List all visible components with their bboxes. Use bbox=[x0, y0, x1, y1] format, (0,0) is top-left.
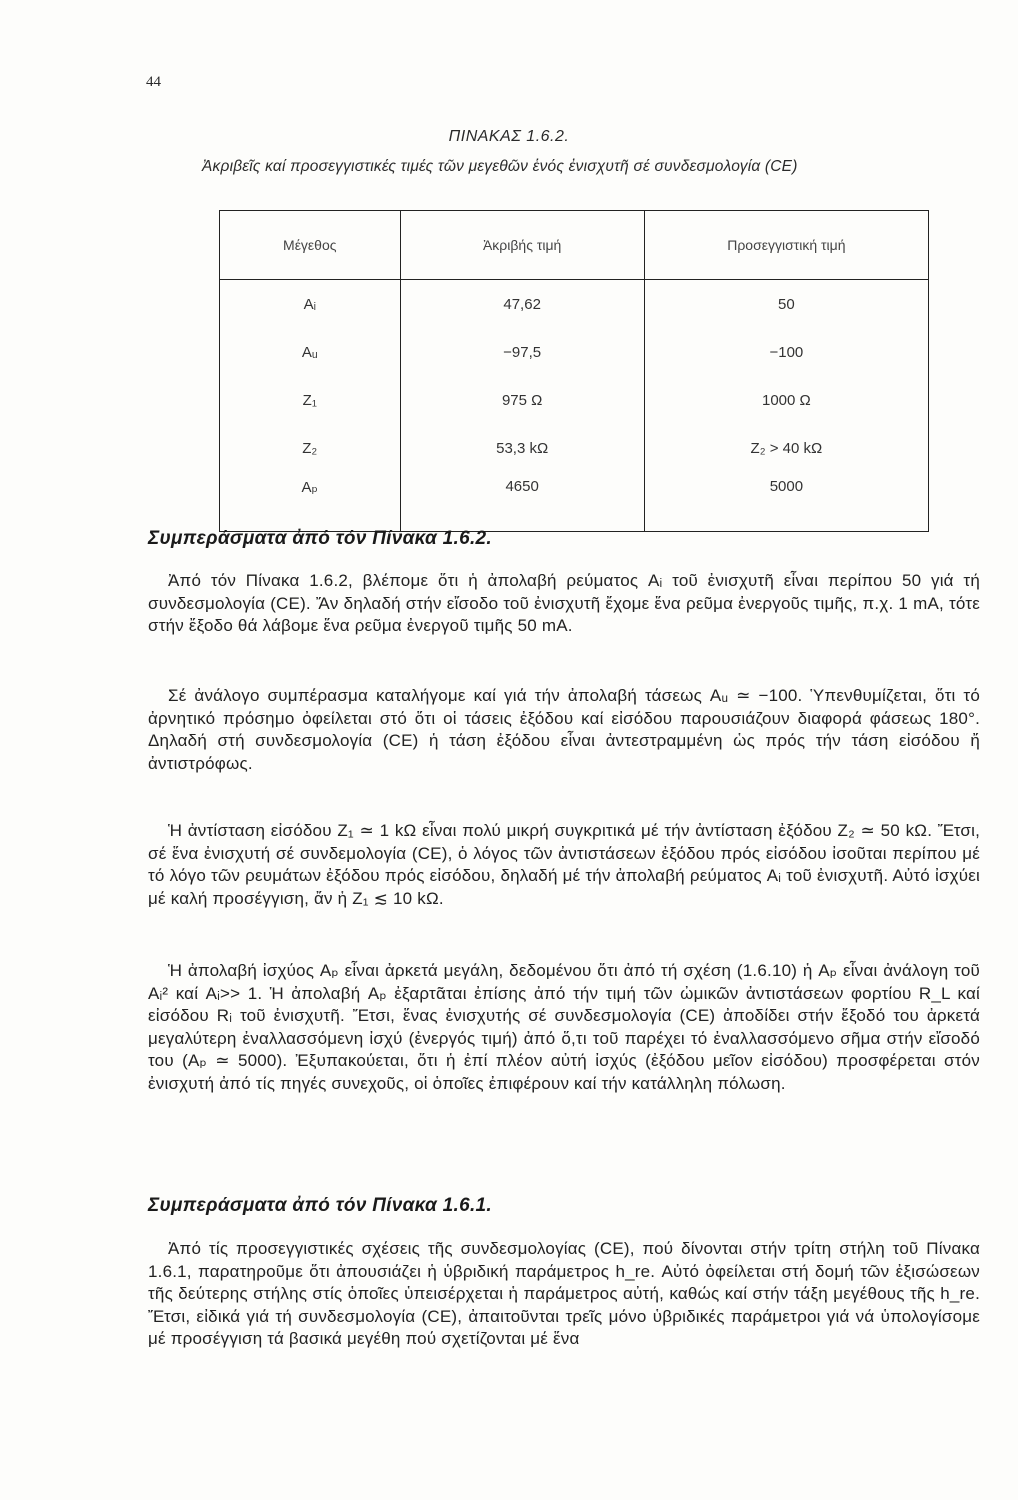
table-cell: Aᵤ bbox=[220, 328, 401, 376]
section-heading-table-1-6-1: Συμπεράσματα ἀπό τόν Πίνακα 1.6.1. bbox=[148, 1195, 492, 1216]
table-cell: 53,3 kΩ bbox=[400, 424, 644, 472]
paragraph: Ἡ ἀντίσταση εἰσόδου Z₁ ≃ 1 kΩ εἶναι πολύ μικρή συγκριτικά μέ τήν ἀντίσταση ἐξόδου Z₂ ≃ 50 kΩ. Ἔτσι, σέ ἕνα ἐνισχυτή σέ συνδεμολογία (CE), ὁ λόγος τῶν ἀντιστάσεων ἐξόδου πρός εἰσόδου ἰσοῦται περίπου μέ τό λόγο τῶν ρευμάτων ἐξόδου πρός εἰσόδου, δηλαδή μέ τήν ἀπολαβή ρεύματος Aᵢ τοῦ ἐνισχυτῆ. Αὐτό ἰσχύει μέ καλή προσέγγιση, ἄν ἡ Z₁ ≲ 10 kΩ. bbox=[148, 821, 980, 908]
table-cell: 975 Ω bbox=[400, 376, 644, 424]
table-row bbox=[220, 424, 929, 472]
table-row bbox=[220, 280, 929, 329]
table-title: ΠΙΝΑΚΑΣ 1.6.2. bbox=[448, 128, 570, 145]
table-cell: −100 bbox=[644, 328, 928, 376]
table-cell: 50 bbox=[644, 280, 928, 329]
header-exact-value: Ἀκριβής τιμή bbox=[400, 211, 644, 280]
paragraph: Σέ ἀνάλογο συμπέρασμα καταλήγομε καί γιά τήν ἀπολαβή τάσεως Aᵤ ≃ −100. Ὑπενθυμίζεται, ὅτι τό ἀρνητικό πρόσημο ὀφείλεται στό ὅτι οἱ τάσεις ἐξόδου καί εἰσόδου παρουσιάζουν διαφορά φάσεως 180°. Δηλαδή στή συνδεσμολογία (CE) ἡ τάση ἐξόδου εἶναι ἀντεστραμμένη ὡς πρός τήν τάση εἰσόδου ἤ ἀντιστρόφως. bbox=[148, 686, 980, 773]
table-cell: Aₚ bbox=[220, 472, 401, 532]
table-row bbox=[220, 328, 929, 376]
header-quantity: Μέγεθος bbox=[220, 211, 401, 280]
table-header-row bbox=[220, 211, 929, 280]
table-cell: 5000 bbox=[644, 472, 928, 532]
page-number: 44 bbox=[146, 74, 161, 90]
table-cell: 4650 bbox=[400, 472, 644, 532]
section-heading-table-1-6-2: Συμπεράσματα ἀπό τόν Πίνακα 1.6.2. bbox=[148, 528, 492, 549]
table-caption: Ἀκριβεῖς καί προσεγγιστικές τιμές τῶν μεγεθῶν ἑνός ἐνισχυτῆ σέ συνδεσμολογία (CE) bbox=[202, 158, 798, 175]
paragraph: Ἀπό τίς προσεγγιστικές σχέσεις τῆς συνδεσμολογίας (CE), πού δίνονται στήν τρίτη στήλη τοῦ Πίνακα 1.6.1, παρατηροῦμε ὅτι ἀπουσιάζει ἡ ὑβριδική παράμετρος h_re. Αὐτό ὀφείλεται στή δομή τῶν ἐξισώσεων τῆς δεύτερης στήλης στίς ὁποῖες ὑπεισέρχεται ἡ παράμετρος αὐτή, καθώς καί στήν τάξη μεγέθους τῆς h_re. Ἔτσι, εἰδικά γιά τή συνδεσμολογία (CE), ἀπαιτοῦνται τρεῖς μόνο ὑβριδικές παράμετροι γιά νά ὑπολογίσομε μέ προσέγγιση τά βασικά μεγέθη πού σχετίζονται μέ ἕνα bbox=[148, 1239, 980, 1348]
table-cell: 1000 Ω bbox=[644, 376, 928, 424]
paragraph: Ἡ ἀπολαβή ἰσχύος Aₚ εἶναι ἀρκετά μεγάλη, δεδομένου ὅτι ἀπό τή σχέση (1.6.10) ἡ Aₚ εἶναι ἀνάλογη τοῦ Aᵢ² καί Aᵢ>> 1. Ἡ ἀπολαβή Aₚ ἐξαρτᾶται ἐπίσης ἀπό τήν τιμή τῶν ὠμικῶν ἀντιστάσεων φορτίου R_L καί εἰσόδου Rᵢ τοῦ ἐνισχυτῆ. Ἔτσι, ἕνας ἐνισχυτής σέ συνδεσμολογία (CE) ἀποδίδει στήν ἔξοδό του ἀρκετά μεγαλύτερη ἐναλλασσόμενη ἰσχύ (ἐνεργός τιμή) ἀπό ὅ,τι τοῦ παρέχει τό ἐναλλασσόμενο σῆμα στήν εἴσοδό του (Aₚ ≃ 5000). Ἐξυπακούεται, ὅτι ἡ ἐπί πλέον αὐτή ἰσχύς (ἐξόδου μεῖον εἰσόδου) προσφέρεται στόν ἐνισχυτή ἀπό τίς πηγές συνεχοῦς, οἱ ὁποῖες ἐπιφέρουν καί τήν κατάλληλη πόλωση. bbox=[148, 961, 980, 1093]
paragraph: Ἀπό τόν Πίνακα 1.6.2, βλέπομε ὅτι ἡ ἀπολαβή ρεύματος Aᵢ τοῦ ἐνισχυτῆ εἶναι περίπου 50 γιά τή συνδεσμολογία (CE). Ἄν δηλαδή στήν εἴσοδο τοῦ ἐνισχυτῆ ἔχομε ἕνα ρεῦμα ἐνεργοῦς τιμῆς, π.χ. 1 mA, τότε στήν ἔξοδο θά λάβομε ἕνα ρεῦμα ἐνεργοῦ τιμῆς 50 mA. bbox=[148, 571, 980, 635]
table-row bbox=[220, 376, 929, 424]
table-row bbox=[220, 472, 929, 532]
table-cell: Z₂ bbox=[220, 424, 401, 472]
table-cell: 47,62 bbox=[400, 280, 644, 329]
header-approx-value: Προσεγγιστική τιμή bbox=[644, 211, 928, 280]
table-cell: Aᵢ bbox=[220, 280, 401, 329]
table-cell: −97,5 bbox=[400, 328, 644, 376]
table-cell: Z₂ > 40 kΩ bbox=[644, 424, 928, 472]
data-table bbox=[219, 210, 929, 532]
table-cell: Z₁ bbox=[220, 376, 401, 424]
